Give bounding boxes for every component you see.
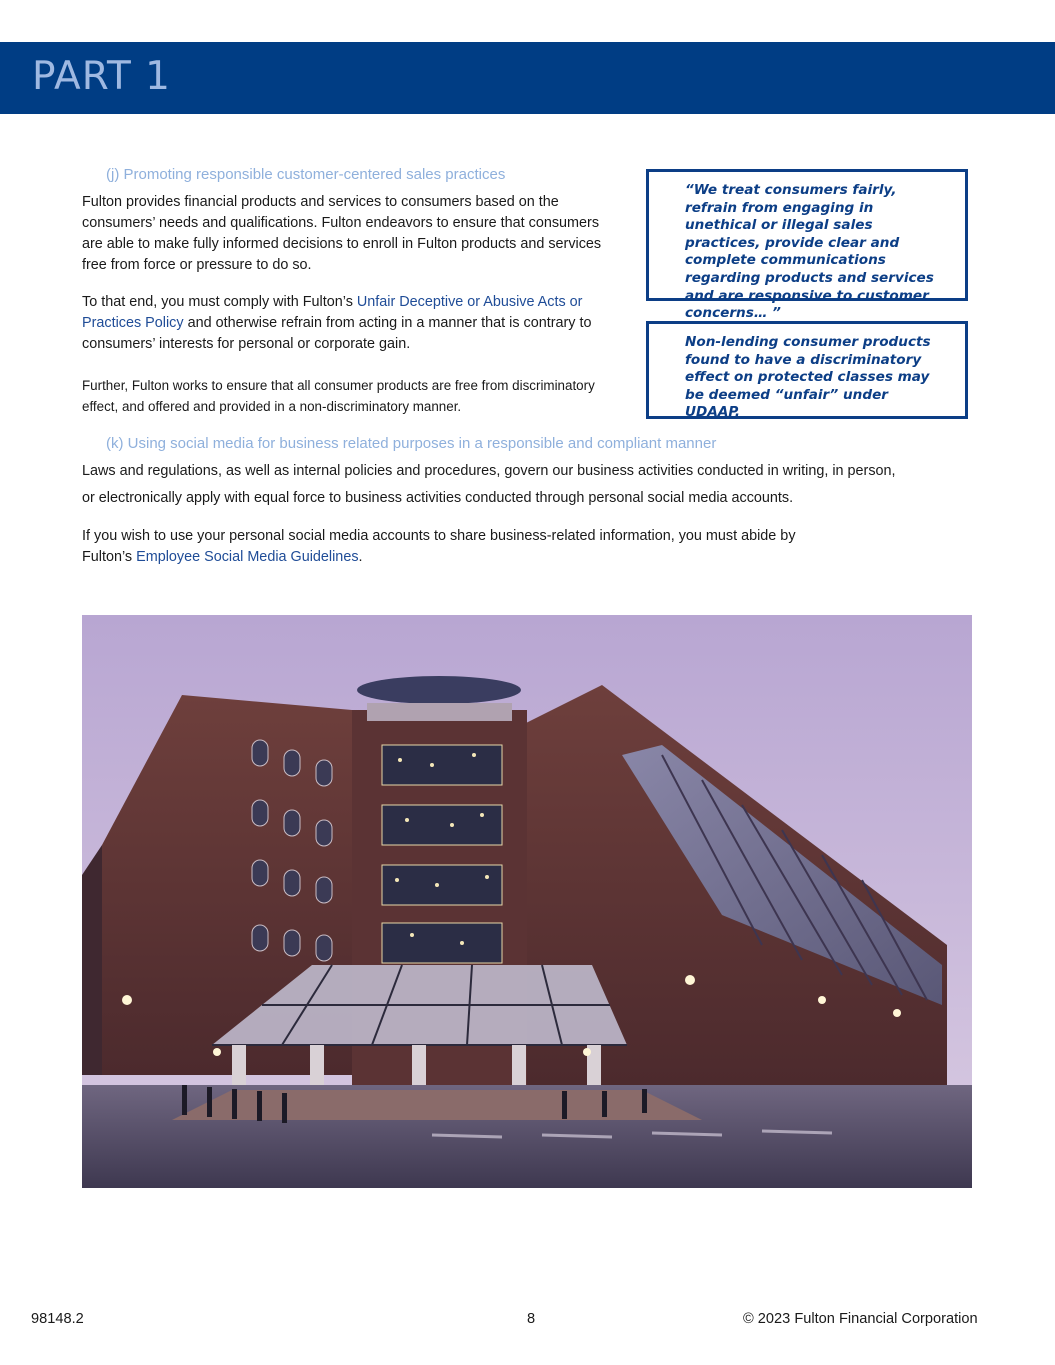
section-k-paragraph-2 <box>82 526 822 568</box>
footer-doc-number: 98148.2 <box>31 1311 84 1327</box>
section-j-heading: (j) Promoting responsible customer-centered sales practices <box>106 166 506 183</box>
page-title: PART 1 <box>32 54 171 99</box>
section-j-paragraph-1: Fulton provides financial products and services to consumers based on the consumers’ needs and qualifications. Fulton endeavors to ensure that consumers are able to make fully informed decisions to enroll in Fulton products and services free from force or pressure to do so. <box>82 194 602 273</box>
section-k-paragraph-2-text: If you wish to use your personal social media accounts to share business-related information, you must abide by Fulton’s <box>82 528 796 565</box>
udaap-policy-link[interactable]: Unfair Deceptive or Abusive Acts or Practices Policy <box>82 294 583 331</box>
section-k-heading: (k) Using social media for business related purposes in a responsible and compliant manner <box>106 435 717 452</box>
section-j-paragraph-2-text-end: and otherwise refrain from acting in a manner that is contrary to consumers’ interests for personal or corporate gain. <box>82 315 592 352</box>
section-j-paragraph-3: Further, Fulton works to ensure that all consumer products are free from discriminatory effect, and offered and provided in a non-discriminatory manner. <box>82 378 595 414</box>
section-k-paragraph-1-line-2: or electronically apply with equal force to business activities conducted through personal social media accounts. <box>82 490 794 506</box>
udaap-note-callout: Non-lending consumer products found to have a discriminatory effect on protected classes may be deemed “unfair” under UDAAP. <box>646 321 968 419</box>
building-photo <box>82 615 972 1188</box>
quote-callout: “We treat consumers fairly, refrain from engaging in unethical or illegal sales practices, provide clear and complete communications regarding products and services and are responsive to customer concerns… ” <box>646 169 968 301</box>
section-j-paragraph-2 <box>82 292 617 355</box>
footer-page-number: 8 <box>527 1311 536 1327</box>
social-media-guidelines-link[interactable]: Employee Social Media Guidelines <box>136 549 359 565</box>
header-banner <box>0 42 1055 114</box>
section-k-paragraph-2-text-end: . <box>358 549 363 565</box>
section-k-paragraph-1-line-1: Laws and regulations, as well as internal policies and procedures, govern our business activities conducted in writing, in person, <box>82 463 896 479</box>
footer-copyright: © 2023 Fulton Financial Corporation <box>743 1311 978 1327</box>
section-j-paragraph-2-text: To that end, you must comply with Fulton’s <box>82 294 357 310</box>
